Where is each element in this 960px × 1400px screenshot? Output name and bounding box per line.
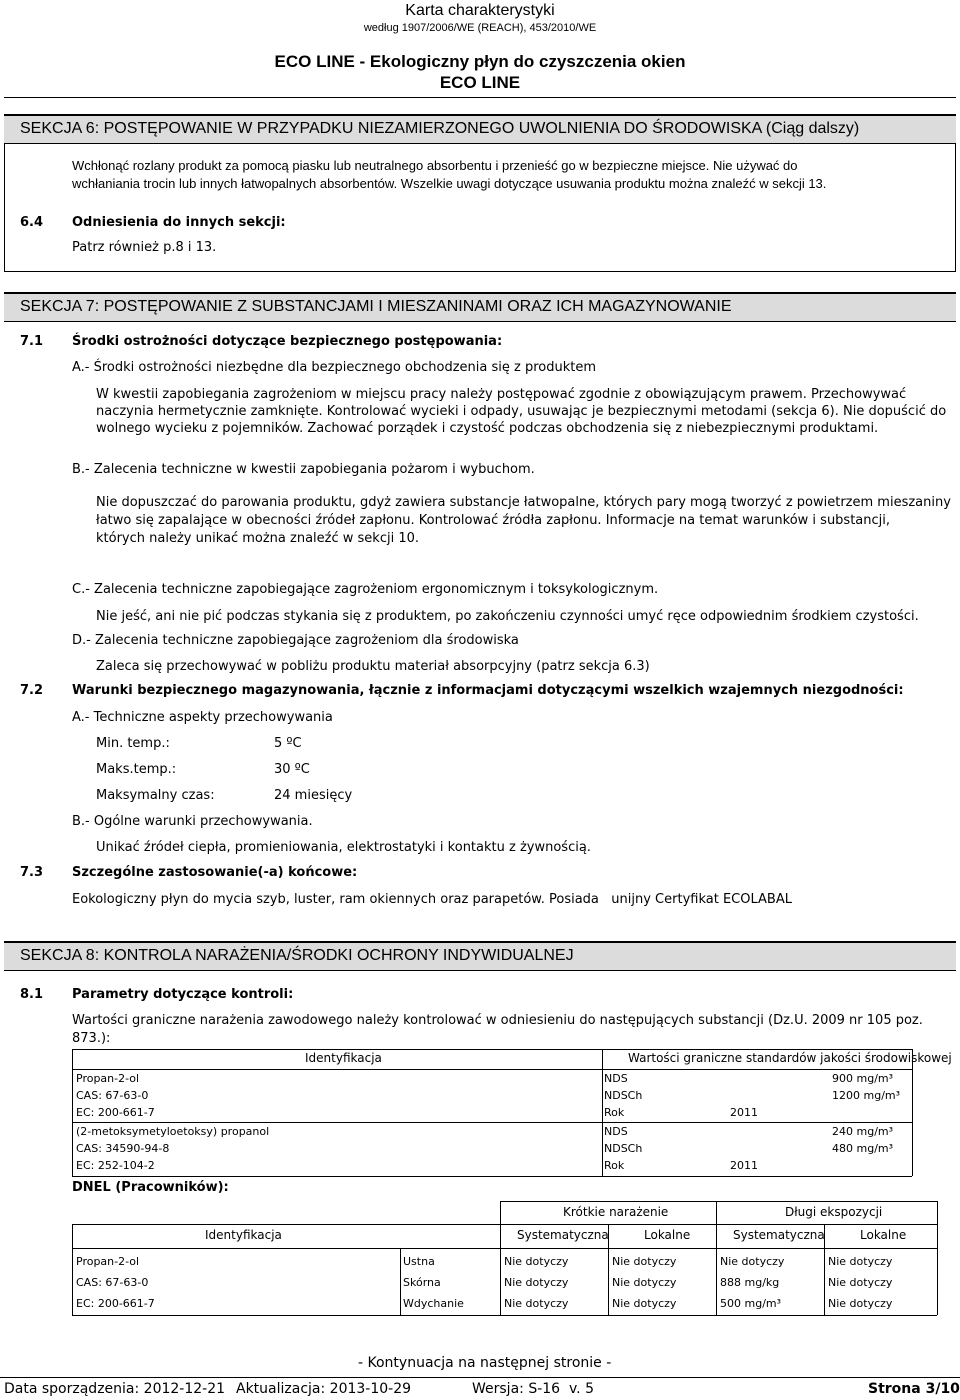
sec71-d-line1: Zaleca się przechowywać w pobliżu produktu materiał absorpcyjny (patrz sekcja 6.3) xyxy=(96,659,650,674)
header-divider xyxy=(4,97,956,98)
t2-cell: 500 mg/m³ xyxy=(720,1297,782,1310)
sec72-number: 7.2 xyxy=(20,683,44,698)
sec73-title: Szczególne zastosowanie(-a) końcowe: xyxy=(72,865,358,880)
sec71-b-line2: łatwo się zapalające w obecności źródeł zapłonu. Kontrolować źródła zapłonu. Informacje na temat warunków i substancji, xyxy=(96,513,891,528)
t1-cell: NDS xyxy=(604,1072,628,1085)
t1-cell: Rok xyxy=(604,1159,625,1172)
t1-cell: NDSCh xyxy=(604,1142,643,1155)
sec71-b-title: B.- Zalecenia techniczne w kwestii zapobiegania pożarom i wybuchom. xyxy=(72,462,535,477)
t1-cell: 900 mg/m³ xyxy=(832,1072,894,1085)
sec81-number: 8.1 xyxy=(20,987,44,1002)
sec64-title: Odniesienia do innych sekcji: xyxy=(72,215,286,230)
t1-cell: EC: 252-104-2 xyxy=(76,1159,155,1172)
sec81-intro-line2: 873.): xyxy=(72,1031,111,1046)
t1-cell: Rok xyxy=(604,1106,625,1119)
sec71-a-line3: wolnego wycieku z pojemników. Zachować porządek i czystość podczas obchodzenia się z niebezpiecznymi produktami. xyxy=(96,421,879,436)
t1-cell: Propan-2-ol xyxy=(76,1072,140,1085)
sec81-title: Parametry dotyczące kontroli: xyxy=(72,987,294,1002)
t2-cell: Nie dotyczy xyxy=(612,1297,677,1310)
t2-header-identification: Identyfikacja xyxy=(205,1228,282,1242)
sec71-title: Środki ostrożności dotyczące bezpiecznego postępowania: xyxy=(72,334,503,349)
sec71-c-title: C.- Zalecenia techniczne zapobiegające zagrożeniom ergonomicznym i toksykologicznym. xyxy=(72,582,659,597)
t2-cell: CAS: 67-63-0 xyxy=(76,1276,149,1289)
sec71-number: 7.1 xyxy=(20,334,44,349)
product-name: ECO LINE - Ekologiczny płyn do czyszczenia okien xyxy=(274,52,686,71)
footer-divider xyxy=(0,1377,960,1378)
t1-cell: NDS xyxy=(604,1125,628,1138)
t2-cell: Skórna xyxy=(403,1276,441,1289)
min-temp-label: Min. temp.: xyxy=(96,736,170,751)
max-time-value: 24 miesięcy xyxy=(274,788,353,803)
t2-cell: Nie dotyczy xyxy=(828,1276,893,1289)
t2-cell: Propan-2-ol xyxy=(76,1255,140,1268)
sec72-title: Warunki bezpiecznego magazynowania, łącznie z informacjami dotyczącymi wszelkich wzajemnych niezgodności: xyxy=(72,683,904,698)
update-date: Aktualizacja: 2013-10-29 xyxy=(236,1381,412,1397)
product-short-name: ECO LINE xyxy=(439,73,521,92)
t1-header-identification: Identyfikacja xyxy=(305,1051,382,1065)
t1-header-limits: Wartości graniczne standardów jakości środowiskowej xyxy=(628,1051,952,1065)
t2-cell: Nie dotyczy xyxy=(828,1297,893,1310)
sec71-a-line2: naczynia hermetycznie zamknięte. Kontrolować wycieki i odpady, usuwając je bezpiecznymi metodami (sekcja 6). Nie dopuścić do xyxy=(96,404,947,419)
sec71-b-line1: Nie dopuszczać do parowania produktu, gdyż zawiera substancje łatwopalne, których pary mogą tworzyć z powietrzem mieszaniny xyxy=(96,495,951,510)
t2-header-long: Długi ekspozycji xyxy=(785,1205,883,1219)
t2-cell: Nie dotyczy xyxy=(504,1276,569,1289)
t1-cell: NDSCh xyxy=(604,1089,643,1102)
sec72-a-title: A.- Techniczne aspekty przechowywania xyxy=(72,710,333,725)
section-8-heading: SEKCJA 8: KONTROLA NARAŻENIA/ŚRODKI OCHRONY INDYWIDUALNEJ xyxy=(4,941,956,971)
creation-date: Data sporządzenia: 2012-12-21 xyxy=(4,1381,226,1397)
document-title: Karta charakterystyki xyxy=(405,2,555,19)
version: Wersja: S-16 v. 5 xyxy=(472,1381,594,1397)
t1-cell: 480 mg/m³ xyxy=(832,1142,894,1155)
t2-cell: Nie dotyczy xyxy=(612,1255,677,1268)
sec71-d-title: D.- Zalecenia techniczne zapobiegające zagrożeniom dla środowiska xyxy=(72,633,519,648)
sec71-b-line3: których należy unikać można znaleźć w sekcji 10. xyxy=(96,531,420,546)
sec64-number: 6.4 xyxy=(20,215,44,230)
t2-header-systematic-short: Systematyczna xyxy=(517,1228,609,1242)
continuation-note: - Kontynuacja na następnej stronie - xyxy=(358,1355,612,1371)
t2-cell: 888 mg/kg xyxy=(720,1276,780,1289)
t2-cell: Nie dotyczy xyxy=(504,1297,569,1310)
t2-header-local-short: Lokalne xyxy=(644,1228,691,1242)
min-temp-value: 5 ºC xyxy=(274,736,302,751)
max-temp-label: Maks.temp.: xyxy=(96,762,177,777)
sec73-text: Eokologiczny płyn do mycia szyb, luster, ram okiennych oraz parapetów. Posiada unijny Certyfikat ECOLABAL xyxy=(72,892,792,907)
t1-cell: 2011 xyxy=(730,1159,758,1172)
sec6-paragraph-line1: Wchłonąć rozlany produkt za pomocą piasku lub neutralnego absorbentu i przenieść go w bezpieczne miejsce. Nie używać do xyxy=(72,158,798,173)
t2-cell: Nie dotyczy xyxy=(828,1255,893,1268)
sec72-b-text: Unikać źródeł ciepła, promieniowania, elektrostatyki i kontaktu z żywnością. xyxy=(96,840,591,855)
t2-header-short: Krótkie narażenie xyxy=(563,1205,669,1219)
max-temp-value: 30 ºC xyxy=(274,762,310,777)
t1-cell: EC: 200-661-7 xyxy=(76,1106,155,1119)
t2-cell: Nie dotyczy xyxy=(720,1255,785,1268)
t1-cell: 2011 xyxy=(730,1106,758,1119)
sec81-intro-line1: Wartości graniczne narażenia zawodowego należy kontrolować w odniesieniu do następujących substancji (Dz.U. 2009 nr 105 poz. xyxy=(72,1013,923,1028)
sec64-text: Patrz również p.8 i 13. xyxy=(72,240,217,255)
sec73-number: 7.3 xyxy=(20,865,44,880)
dnel-title: DNEL (Pracowników): xyxy=(72,1180,229,1195)
t2-cell: Nie dotyczy xyxy=(504,1255,569,1268)
sec6-paragraph-line2: wchłaniania trocin lub innych łatwopalnych absorbentów. Wszelkie uwagi dotyczące usuwania produktu można znaleźć w sekcji 13. xyxy=(72,176,827,191)
t2-header-local-long: Lokalne xyxy=(860,1228,907,1242)
sec71-a-title: A.- Środki ostrożności niezbędne dla bezpiecznego obchodzenia się z produktem xyxy=(72,360,596,375)
t1-cell: 240 mg/m³ xyxy=(832,1125,894,1138)
t1-cell: (2-metoksymetyloetoksy) propanol xyxy=(76,1125,270,1138)
regulation-reference: według 1907/2006/WE (REACH), 453/2010/WE xyxy=(363,22,597,34)
sec72-b-title: B.- Ogólne warunki przechowywania. xyxy=(72,814,313,829)
t2-cell: EC: 200-661-7 xyxy=(76,1297,155,1310)
t1-cell: 1200 mg/m³ xyxy=(832,1089,901,1102)
t1-cell: CAS: 34590-94-8 xyxy=(76,1142,170,1155)
section-7-heading: SEKCJA 7: POSTĘPOWANIE Z SUBSTANCJAMI I MIESZANINAMI ORAZ ICH MAGAZYNOWANIE xyxy=(4,292,956,322)
sec71-a-line1: W kwestii zapobiegania zagrożeniom w miejscu pracy należy postępować zgodnie z obowiązującym prawem. Przechowywać xyxy=(96,387,907,402)
t2-cell: Wdychanie xyxy=(403,1297,464,1310)
t1-cell: CAS: 67-63-0 xyxy=(76,1089,149,1102)
t2-cell: Ustna xyxy=(403,1255,435,1268)
max-time-label: Maksymalny czas: xyxy=(96,788,215,803)
section-6-heading: SEKCJA 6: POSTĘPOWANIE W PRZYPADKU NIEZAMIERZONEGO UWOLNIENIA DO ŚRODOWISKA (Ciąg dalszy) xyxy=(4,114,956,144)
page-number: Strona 3/10 xyxy=(868,1381,960,1397)
t2-header-systematic-long: Systematyczna xyxy=(733,1228,825,1242)
t2-cell: Nie dotyczy xyxy=(612,1276,677,1289)
sec71-c-line1: Nie jeść, ani nie pić podczas stykania się z produktem, po zakończeniu czynności umyć ręce odpowiednim środkiem czystości. xyxy=(96,609,919,624)
